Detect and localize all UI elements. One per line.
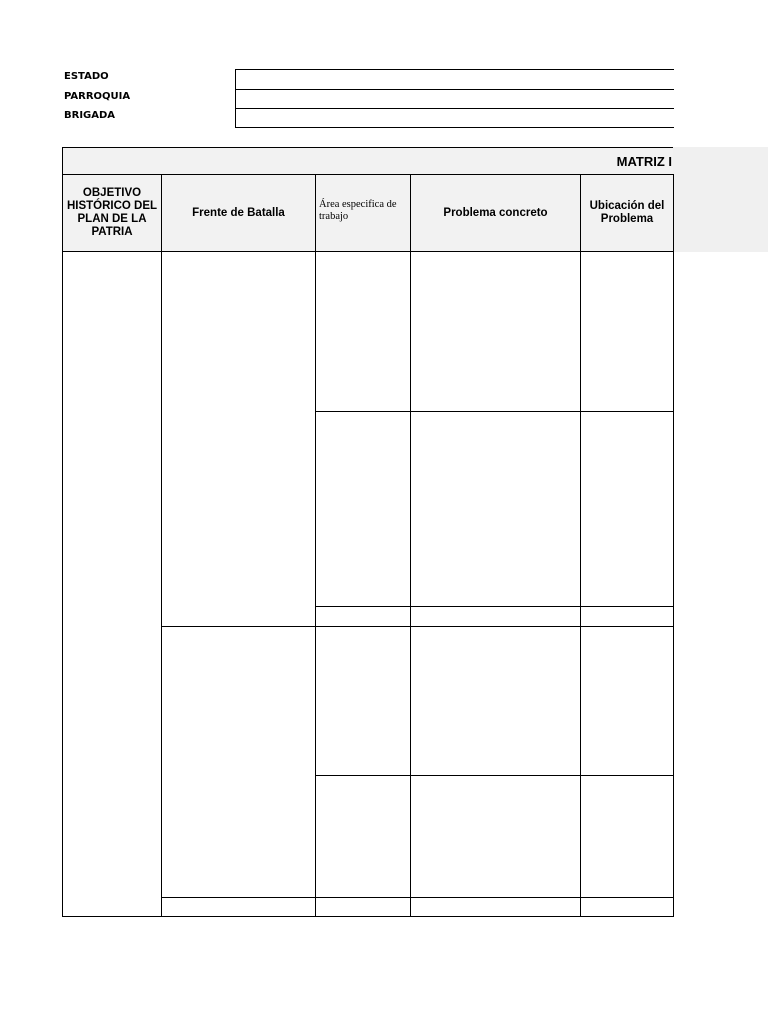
rule-row xyxy=(316,606,673,607)
cell-frente-1[interactable] xyxy=(162,252,315,626)
table-row[interactable] xyxy=(316,627,673,775)
cell-objetivo[interactable] xyxy=(63,252,161,916)
estado-field[interactable] xyxy=(235,69,674,90)
header-area: Área especifica de trabajo xyxy=(319,199,397,222)
header-objetivo: OBJETIVO HISTÓRICO DEL PLAN DE LA PATRIA xyxy=(66,187,158,238)
rule-bottom xyxy=(62,916,673,917)
rule-row xyxy=(161,897,673,898)
rule-row xyxy=(316,775,673,776)
header-problema: Problema concreto xyxy=(443,206,548,219)
rule-col xyxy=(580,174,581,917)
rule-row xyxy=(316,411,673,412)
table-row[interactable] xyxy=(316,776,673,897)
rule-top xyxy=(62,147,673,148)
header-frente: Frente de Batalla xyxy=(192,206,285,219)
rule-right xyxy=(673,174,674,917)
field-label-estado: ESTADO xyxy=(64,71,109,82)
field-label-brigada: BRIGADA xyxy=(64,110,116,121)
rule-header-bottom xyxy=(62,251,673,252)
brigada-field[interactable] xyxy=(235,108,674,128)
grey-background-strip xyxy=(673,147,768,252)
rule-col xyxy=(315,174,316,917)
rule-row xyxy=(161,626,673,627)
parroquia-field[interactable] xyxy=(235,89,674,109)
table-row[interactable] xyxy=(316,412,673,606)
header-ubicacion: Ubicación del Problema xyxy=(589,200,665,225)
rule-col xyxy=(410,174,411,917)
matrix-title-bar xyxy=(62,147,673,174)
cell-frente-2[interactable] xyxy=(162,627,315,897)
rule-col xyxy=(161,174,162,917)
rule-left xyxy=(62,147,63,917)
matrix-title: MATRIZ I xyxy=(616,154,672,169)
rule-title-bottom xyxy=(62,174,673,175)
table-row[interactable] xyxy=(316,252,673,411)
field-label-parroquia: PARROQUIA xyxy=(64,91,131,102)
